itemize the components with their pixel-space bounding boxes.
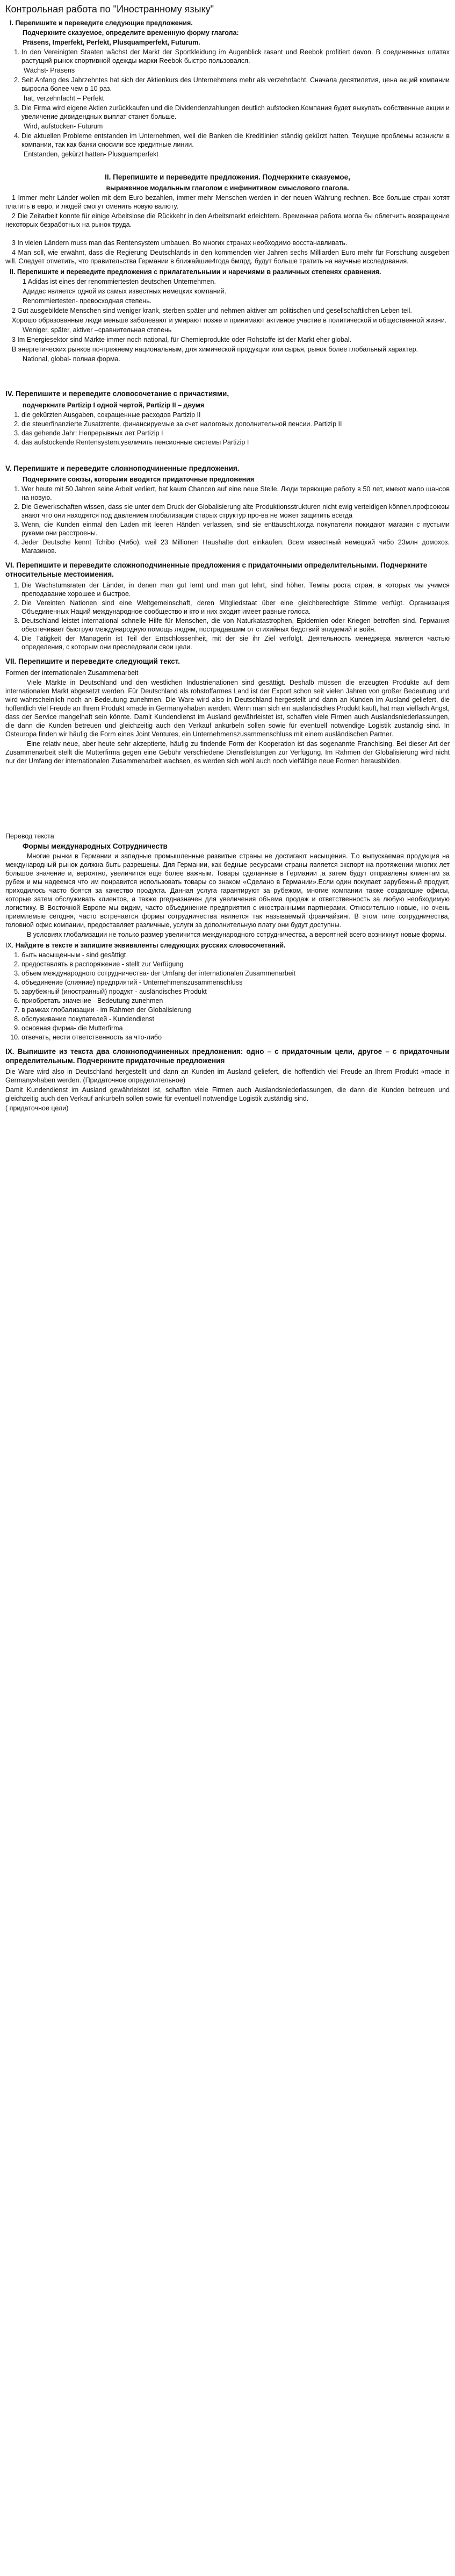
list-item: 4. das aufstockende Rentensystem.увеличить пенсионные системы Partizip I	[21, 438, 450, 447]
list-item: 3. Die Firma wird eigene Aktien zurückkaufen und die Dividendenzahlungen deutlich aufstocken.Компания будет выкупать собственные акции и увеличение дивидендных выплат станет больше. Wird, aufstocken- Futurum	[21, 104, 450, 131]
paragraph: ( придаточное цели)	[5, 1104, 69, 1113]
text-title: Formen der internationalen Zusammenarbeit	[5, 669, 139, 677]
section-1	[5, 19, 450, 159]
section-2-heading: II. Перепишите и переведите предложения. Подчеркните сказуемое,	[105, 173, 350, 182]
section-8	[5, 832, 450, 939]
answer-note: Entstanden, gekürzt hatten- Plusquamperfekt	[24, 150, 158, 159]
list-item: 9. основная фирма- die Mutterfirma	[21, 1024, 450, 1032]
section-4-heading: IV. Перепишите и переведите словосочетание с причастиями,	[5, 390, 229, 398]
list-item: 1. быть насыщенным - sind gesättigt	[21, 951, 450, 959]
section-1-tenses: Präsens, Imperfekt, Perfekt, Plusquamperfekt, Futurum.	[23, 39, 200, 47]
section-2-heading-cont: выраженное модальным глаголом с инфинитивом смыслового глагола.	[106, 184, 349, 192]
section-6	[5, 561, 450, 652]
list-item: 7. в рамках глобализации - im Rahmen der Globalisierung	[21, 1006, 450, 1014]
paragraph: Viele Märkte in Deutschland und den westlichen Industrienationen sind gesättigt. Deshalb müssen die erzeugten Produkte auf dem internationalen Markt abgesetzt werden. Für Deutschland als rohstoffarmes Land ist der Export schon seit vielen Jahren von großer Bedeutung und wird wahrscheinlich noch an Bedeutung zunehmen. Die Ware wird also in Deutschland hergestellt und dann an Kunden im Ausland geliefert, die hoffentlich viel Freude an Ihrem Produkt «made in Germany»haben werden. Wenn man sich ein ausländisches Produkt kauft, hat man vielfach Angst, dass der Service mangelhaft sein könnte. Damit Kundendienst im Ausland gewährleistet ist, schaffen viele Firmen auch Auslandsniederlassungen, die dann die Kunden betreuen und gleichzeitig auch den Verkauf ankurbeln sollen sowie für eventuell notwendige Logistik zuständig sind. In Osteuropa finden wir häufig die Form eines Joint Ventures, ein Unternehmenszusammenschluss mit einem ausländischen Partner.	[5, 678, 450, 738]
section-4-list	[5, 411, 450, 447]
section-9-heading: IX. Найдите в тексте и запишите эквиваленты следующих русских словосочетаний.	[5, 941, 286, 949]
paragraph: Хорошо образованные люди меньше заболевают и умирают позже и принимают активное участие в политической и общественной жизни.	[12, 317, 447, 325]
section-5-heading-cont: Подчеркните союзы, которыми вводятся придаточные предложения	[23, 475, 255, 483]
answer-note: Wird, aufstocken- Futurum	[24, 123, 103, 131]
paragraph: Eine relativ neue, aber heute sehr akzeptierte, häufig zu findende Form der Kooperation ist das sogenannte Franchising. Bei dieser Art der Zusammenarbeit stellt die Mutterfirma gegen eine Gebühr verschiedene Dienstleistungen zur Verfügung. Im Rahmen der Globalisierung wird nicht nur der Umfang der internationalen Zusammenarbeit wachsen, es werden sich wohl auch noch vielfältige neue Formen herausbilden.	[5, 740, 450, 765]
list-item: 2. Die Gewerkschaften wissen, dass sie unter dem Druck der Globalisierung alte Produktionsstrukturen nicht ewig verteidigen können.профсоюзы знают что они находятся под давлением глобализации старых структур про-ва не может защитить всегда	[21, 503, 450, 520]
paragraph: 3 In vielen Ländern muss man das Rentensystem umbauen. Во многих странах необходимо восстанавливать.	[12, 239, 348, 247]
section-10-heading: IX. Выпишите из текста два сложноподчиненных предложения: одно – с придаточным цели, другое – с придаточным определительным. Подчеркните придаточные предложения	[5, 1047, 450, 1065]
list-item: 2. Die Vereinten Nationen sind eine Weltgemeinschaft, deren Mitgliedstaat über eine gleichberechtigte Stimme verfügt. Организация Объединенных Наций международное сообщество и кто и них входит имеет равные голоса.	[21, 599, 450, 616]
paragraph: Renommiertesten- превосходная степень.	[23, 297, 152, 305]
section-2	[5, 173, 450, 266]
translation-heading: Формы международных Сотрудничеств	[23, 842, 168, 850]
list-item: 1. die gekürzten Ausgaben, сокращенные расходов Partizip II	[21, 411, 450, 419]
section-1-list	[5, 48, 450, 159]
section-3	[5, 268, 450, 363]
section-1-subheading: Подчеркните сказуемое, определите временную форму глагола:	[23, 29, 239, 37]
paragraph: 2 Gut ausgebildete Menschen sind weniger krank, sterben später und nehmen aktiver am politischen und gesellschaftlichen Leben teil.	[12, 307, 412, 315]
section-9	[5, 941, 450, 1042]
section-5	[5, 464, 450, 555]
section-9-list	[5, 951, 450, 1042]
answer-note: Wächst- Präsens	[24, 67, 75, 75]
paragraph: 1 Adidas ist eines der renommiertesten deutschen Unternehmen.	[23, 278, 216, 286]
paragraph: Многие рынки в Германии и западные промышленные развитые страны не достигают насыщения. Т.о выпускаемая продукция на международный рынок должна быть разрешены. Для Германии, как бедные ресурсами страны является экспорт на протяжении многих лет большое значение и, вероятно, увеличится еще более важным. Товары сделанные в Германии ,а затем будут отправлены клиентам за рубеж и мы надеемся что им понравится использовать товары со знаком «Сделано в Германии».Если один покупает зарубежный продукт, приходилось часто боятся за качество продукта. Данная услуга гарантируют за рубежом, многие компании также создающие офисы, которые затем обслуживать клиентов, а также preдназначен для увеличения объема продаж и ответственность за любую необходимую логистику. В Восточной Европе мы видим, часто объединение предприятия с иностранными партнерами. Относительно новые, но очень приемлемые сегодня, часто встречается формы сотрудничества является так называемый франчайзинг. В этом типе сотрудничества, головной офис компании, предоставляет различные, услуги за дополнительную плату они будут доступны.	[5, 852, 450, 929]
paragraph: 3 Im Energiesektor sind Märkte immer noch national, für Chemieprodukte oder Rohstoffe ist der Markt eher global.	[12, 336, 352, 344]
document	[0, 0, 455, 1124]
paragraph: Weniger, später, aktiver –сравнительная степень	[23, 326, 172, 334]
list-item: 1. In den Vereinigten Staaten wächst der Markt der Sportkleidung im Augenblick rasant und Reebok profitiert davon. В соединенных штатах растущий рынок спортивной одежды марки Reebok быстро пользовался. Wächst- Präsens	[21, 48, 450, 75]
list-item: 3. das gehende Jahr: Непрерывных лет Partizip I	[21, 429, 450, 437]
paragraph: Damit Kundendienst im Ausland gewährleistet ist, schaffen viele Firmen auch Auslandsniederlassungen, die dann die Kunden betreuen und gleichzeitig auch den Verkauf ankurbeln sollen sowie für eventuell notwendige Logistik zuständig sind.	[5, 1086, 450, 1103]
section-10	[5, 1047, 450, 1113]
paragraph: Die Ware wird also in Deutschland hergestellt und dann an Kunden im Ausland geliefert, die hoffentlich viel Freude an Ihrem Produkt «made in Germany»haben werden. (Придаточное определительное)	[5, 1068, 450, 1085]
page-title: Контрольная работа по "Иностранному языку"	[5, 4, 214, 15]
list-item: 10. отвечать, нести ответственность за что-либо	[21, 1033, 450, 1042]
list-item: 3. объем международного сотрудничества- der Umfang der internationalen Zusammenarbeit	[21, 969, 450, 978]
list-item: 4. Jeder Deutsche kennt Tchibo (Чибо), weil 23 Millionen Haushalte dort einkaufen. Всем известный немецкий чибо 23млн домохоз. Магазинов.	[21, 538, 450, 555]
paragraph: 1 Immer mehr Länder wollen mit dem Euro bezahlen, immer mehr Menschen werden in der neuen Währung rechnen. Все больше стран хотят платить в евро, и людей смогут сменить новую валюту.	[5, 194, 450, 211]
section-1-heading: I. Перепишите и переведите следующие предложения.	[10, 19, 193, 27]
list-item: 2. die steuerfinanzierte Zusatzrente. финансируемые за счет налоговых дополнительной пенсии. Partizip II	[21, 420, 450, 428]
list-item: 2. предоставлять в распоряжение - stellt zur Verfügung	[21, 960, 450, 968]
section-4	[5, 389, 450, 446]
paragraph: В энергетических рынков по-прежнему национальным, для химической продукции или сырья, рынок более глобальный характер.	[12, 346, 418, 354]
list-item: 4. Die aktuellen Probleme entstanden im Unternehmen, weil die Banken die Kreditlinien ständig gekürzt hatten. Текущие проблемы возникли в компании, так как банки сносили все кредитные линии. Entstanden, gekürzt hatten- Plusquamperfekt	[21, 132, 450, 159]
list-item: 8. обслуживание покупателей - Kundendienst	[21, 1015, 450, 1023]
paragraph: 2 Die Zeitarbeit konnte für einige Arbeitslose die Rückkehr in den Arbeitsmarkt erleichtern. Временная работа могла бы облегчить возвращение некоторых безработных на рынок труда.	[5, 212, 450, 229]
list-item: 5. зарубежный (иностранный) продукт - ausländisches Produkt	[21, 987, 450, 996]
list-item: 2. Seit Anfang des Jahrzehntes hat sich der Aktienkurs des Unternehmens mehr als verzehnfacht. Сначала десятилетия, цена акций компании выросла более чем в 10 раз. hat, verzehnfacht – Perfekt	[21, 76, 450, 103]
list-item: 3. Deutschland leistet international schnelle Hilfe für Menschen, die von Naturkatastrophen, Epidemien oder Kriegen betroffen sind. Германия обеспечивает быструю международную помощь людям, пострадавшим от стихийных бедствий эпидемий и войн.	[21, 616, 450, 634]
section-5-heading: V. Перепишите и переведите сложноподчиненные предложения.	[5, 464, 240, 472]
list-item: 1. Wer heute mit 50 Jahren seine Arbeit verliert, hat kaum Chancen auf eine neue Stelle. Люди теряющие работу в 50 лет, имеют мало шансов на новую.	[21, 485, 450, 502]
list-item: 3. Wenn, die Kunden einmal den Laden mit leeren Händen verlassen, sind sie enttäuscht.когда покупатели покидают магазин с пустыми руками они расстроены.	[21, 520, 450, 537]
section-4-heading-cont: подчеркните Partizip I одной чертой, Partizip II – двумя	[23, 401, 205, 409]
list-item: 4. Die Tätigkeit der Managerin ist Teil der Entschlossenheit, mit der sie ihr Ziel verfolgt. Деятельность менеджера является частью определения, с которым они преследовали свои цели.	[21, 634, 450, 651]
section-5-list	[5, 485, 450, 555]
paragraph: National, global- полная форма.	[23, 355, 120, 363]
answer-note: hat, verzehnfacht – Perfekt	[24, 95, 104, 103]
translation-label: Перевод текста	[5, 832, 54, 840]
list-item: 6. приобретать значение - Bedeutung zunehmen	[21, 996, 450, 1005]
section-7	[5, 657, 450, 765]
section-7-heading: VII. Перепишите и переведите следующий текст.	[5, 657, 180, 666]
paragraph: 4 Man soll, wie erwähnt, dass die Regierung Deutschlands in den kommenden vier Jahren sechs Milliarden Euro mehr für Forschung ausgeben will. Следует отметить, что правительства Германии в ближайшие4года 6млрд. будут больше тратить на научные исследования.	[5, 249, 450, 266]
list-item: 4. объединение (слияние) предприятий - Unternehmenszusammenschluss	[21, 978, 450, 987]
section-3-heading: II. Перепишите и переведите предложения с прилагательными и наречиями в различных степенях сравнения.	[10, 268, 381, 276]
section-6-list	[5, 581, 450, 651]
paragraph: В условиях глобализации не только размер увеличится международного сотрудничества, а вероятней всего возникнут новые формы.	[27, 930, 446, 938]
section-6-heading: VI. Перепишите и переведите сложноподчиненные предложения с придаточными определительными. Подчеркните относительные местоимения.	[5, 561, 428, 579]
list-item: 1. Die Wachstumsraten der Länder, in denen man gut lernt und man gut lehrt, sind höher. Темпы роста стран, в которых мы учимся преподавание хорошее и быстрое.	[21, 581, 450, 598]
paragraph: Адидас является одной из самых известных немецких компаний.	[23, 288, 227, 296]
